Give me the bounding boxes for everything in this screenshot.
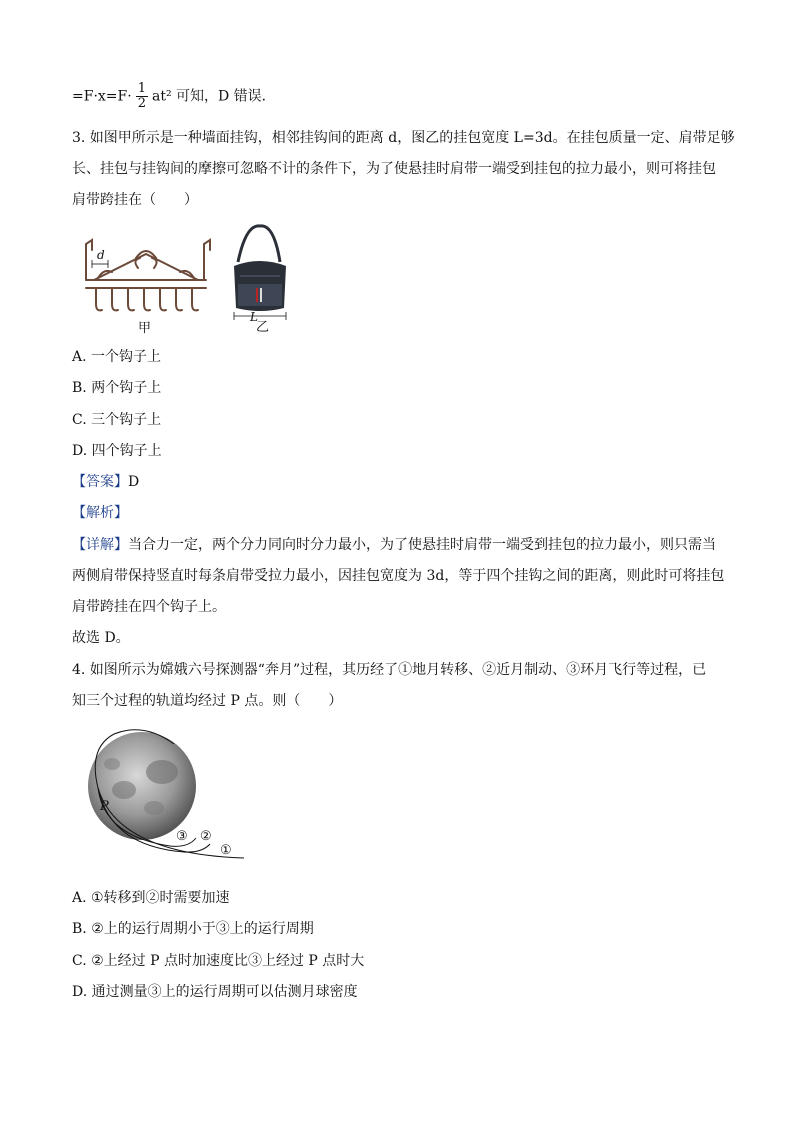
fig-label-d: d bbox=[97, 248, 105, 262]
q3-option-a: A. 一个钩子上 bbox=[72, 349, 162, 365]
q3-option-c: C. 三个钩子上 bbox=[72, 412, 162, 428]
prev-part2: at² 可知，D 错误． bbox=[151, 88, 276, 105]
q4-option-a: A. ①转移到②时需要加速 bbox=[72, 890, 230, 906]
q3-analysis-line bbox=[72, 503, 722, 523]
q3-option-d: D. 四个钩子上 bbox=[72, 443, 162, 459]
q3-detail-line2: 两侧肩带保持竖直时每条肩带受拉力最小，因挂包宽度为 3d，等于四个挂钩之间的距离，则此时可将挂包 bbox=[72, 568, 725, 584]
fig-label-orbit-1: ① bbox=[220, 843, 232, 858]
prev-conclusion-line bbox=[72, 82, 722, 111]
figure-bag bbox=[226, 222, 292, 334]
q4-stem-line1: 4. 如图所示为嫦娥六号探测器“奔月”过程，其历经了①地月转移、②近月制动、③环月飞行等过程，已 bbox=[72, 662, 707, 678]
q3-detail-line3: 肩带跨挂在四个钩子上。 bbox=[72, 599, 226, 615]
q3-answer-line bbox=[72, 472, 722, 492]
fig-label-p: P bbox=[100, 799, 109, 814]
analysis-tag: 【解析】 bbox=[72, 505, 128, 521]
q3-stem-line3: 肩带跨挂在（ ） bbox=[72, 192, 198, 208]
q3-stem-line2: 长、挂包与挂钩间的摩擦可忽略不计的条件下，为了使悬挂时肩带一端受到挂包的拉力最小，则可将挂包 bbox=[72, 161, 716, 177]
fig-label-L: L bbox=[250, 310, 258, 324]
q4-option-d: D. 通过测量③上的运行周期可以估测月球密度 bbox=[72, 984, 358, 1000]
q3-option-b: B. 两个钩子上 bbox=[72, 380, 162, 396]
figure-wall-hook bbox=[72, 228, 222, 336]
prev-part1: =F·x=F· bbox=[72, 88, 132, 105]
answer-value: D bbox=[128, 474, 140, 490]
q4-stem-line2: 知三个过程的轨道均经过 P 点。则（ ） bbox=[72, 693, 343, 709]
q4-option-c: C. ②上经过 P 点时加速度比③上经过 P 点时大 bbox=[72, 953, 365, 969]
answer-tag: 【答案】 bbox=[72, 474, 128, 490]
fig-label-orbit-2: ② bbox=[200, 829, 212, 844]
q3-stem-line1: 3. 如图甲所示是一种墙面挂钩，相邻挂钩间的距离 d，图乙的挂包宽度 L=3d。在挂包质量一定、肩带足够 bbox=[72, 130, 735, 146]
q3-detail-line1: 【详解】当合力一定，两个分力同向时分力最小，为了使悬挂时肩带一端受到挂包的拉力最小，则只需当 bbox=[72, 537, 716, 553]
fig-label-orbit-3: ③ bbox=[176, 829, 188, 844]
moon-icon bbox=[88, 732, 196, 840]
q3-conclusion: 故选 D。 bbox=[72, 630, 130, 646]
figure-moon-orbits bbox=[84, 728, 254, 864]
fig-label-yi: 乙 bbox=[256, 320, 270, 334]
fig-label-jia: 甲 bbox=[138, 321, 152, 336]
detail-tag: 【详解】 bbox=[72, 537, 128, 553]
q4-option-b: B. ②上的运行周期小于③上的运行周期 bbox=[72, 921, 314, 937]
fraction-one-half: $\frac{1}{2}$ bbox=[137, 81, 146, 111]
